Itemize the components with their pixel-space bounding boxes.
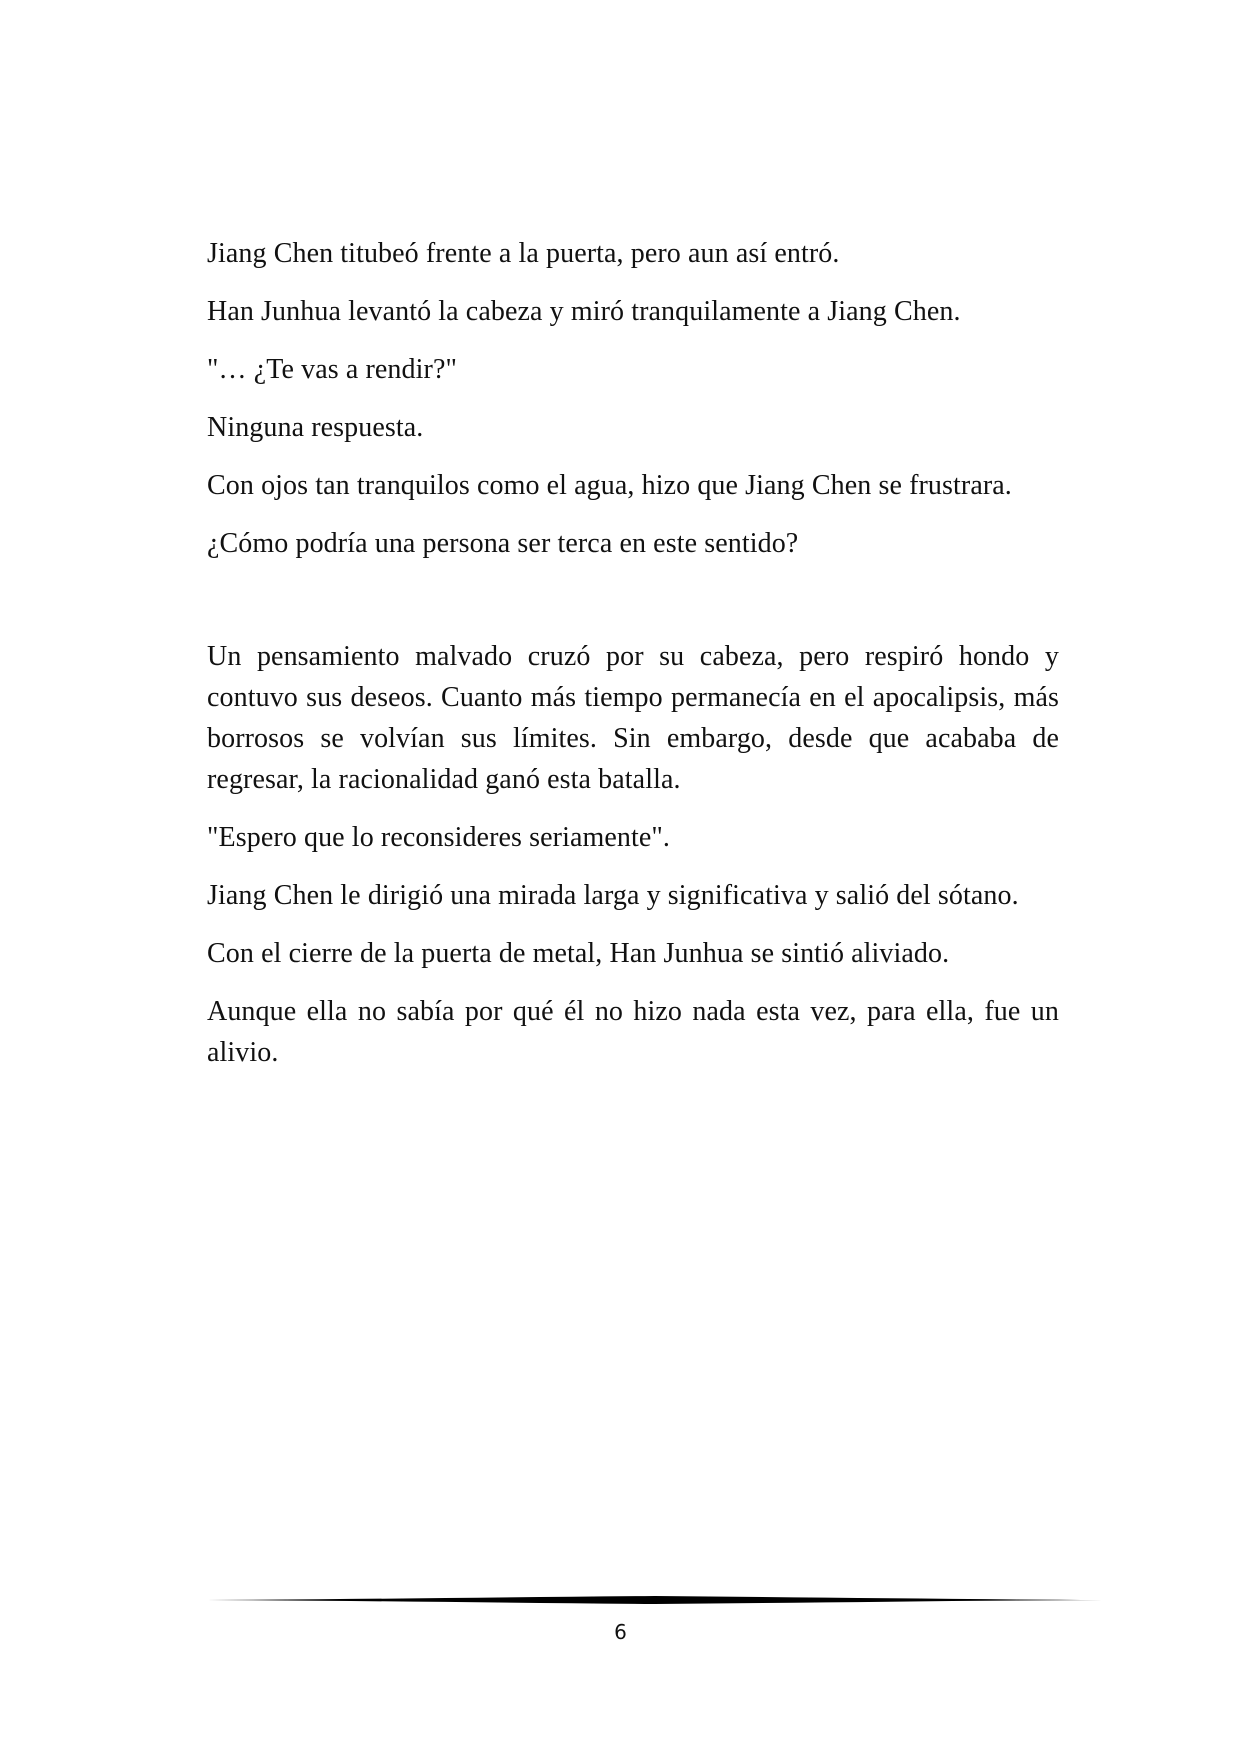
paragraph: Ninguna respuesta.: [207, 412, 424, 443]
paragraph: Han Junhua levantó la cabeza y miró tranquilamente a Jiang Chen.: [207, 296, 961, 327]
page-number: 6: [614, 1620, 627, 1644]
paragraph: Con el cierre de la puerta de metal, Han Junhua se sintió aliviado.: [207, 938, 950, 969]
paragraph: Un pensamiento malvado cruzó por su cabeza, pero respiró hondo y contuvo sus deseos. Cuanto más tiempo permanecía en el apocalipsis, más borrosos se volvían sus límites. Sin embargo, desde que acababa de regresar, la racionalidad ganó esta batalla.: [207, 641, 1059, 795]
paragraph: "… ¿Te vas a rendir?": [207, 354, 457, 385]
paragraph: Aunque ella no sabía por qué él no hizo nada esta vez, para ella, fue un alivio.: [207, 996, 1059, 1068]
footer-divider: [207, 1592, 1103, 1608]
footer-divider-shape: [207, 1596, 1103, 1604]
paragraph: Jiang Chen titubeó frente a la puerta, pero aun así entró.: [207, 238, 840, 269]
paragraph: ¿Cómo podría una persona ser terca en este sentido?: [207, 528, 799, 559]
paragraph: "Espero que lo reconsideres seriamente".: [207, 822, 671, 853]
text-section-1: [207, 233, 1059, 581]
text-section-2: [207, 636, 1059, 1090]
paragraph: Jiang Chen le dirigió una mirada larga y significativa y salió del sótano.: [207, 880, 1019, 911]
paragraph: Con ojos tan tranquilos como el agua, hizo que Jiang Chen se frustrara.: [207, 470, 1012, 501]
